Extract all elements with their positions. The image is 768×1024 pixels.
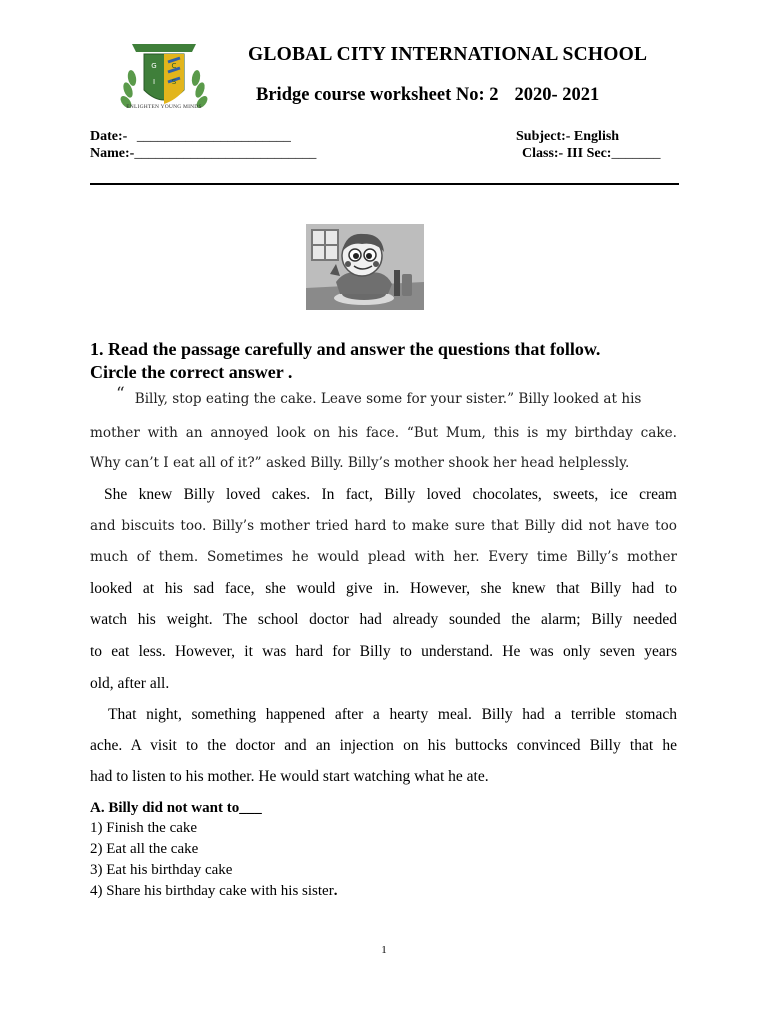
passage-line-8: watch his weight. The school doctor had already sounded the alarm; Billy needed bbox=[90, 611, 677, 628]
passage-line-5: and biscuits too. Billy’s mother tried hard to make sure that Billy did not have too bbox=[90, 518, 677, 534]
passage-line-1: “ Billy, stop eating the cake. Leave some for your sister.” Billy looked at his bbox=[116, 384, 642, 407]
question-a-label: A. Billy did not want to___ bbox=[90, 800, 262, 816]
name-label: Name:- bbox=[90, 146, 135, 161]
passage-line-11: That night, something happened after a hearty meal. Billy had a terrible stomach bbox=[108, 706, 677, 723]
subject-field: Subject:- English bbox=[516, 129, 620, 144]
option-1[interactable]: 1) Finish the cake bbox=[90, 820, 198, 836]
name-field bbox=[90, 146, 316, 162]
logo-letter-i: I bbox=[152, 78, 156, 86]
logo-caption: ENLIGHTEN YOUNG MINDS bbox=[126, 104, 202, 110]
logo-letter-c: C bbox=[171, 62, 177, 70]
question-heading-line-2: Circle the correct answer . bbox=[90, 362, 293, 382]
date-field bbox=[90, 129, 291, 145]
logo-letter-g: G bbox=[151, 62, 157, 70]
question-heading bbox=[90, 338, 690, 384]
worksheet-title-line bbox=[256, 85, 599, 106]
question-heading-line-1: 1. Read the passage carefully and answer the questions that follow. bbox=[90, 339, 601, 359]
option-2[interactable]: 2) Eat all the cake bbox=[90, 841, 199, 857]
option-4[interactable]: 4) Share his birthday cake with his sister. bbox=[90, 883, 338, 899]
date-blank[interactable]: ______________________ bbox=[136, 129, 291, 144]
passage-line-2: mother with an annoyed look on his face. “But Mum, this is my birthday cake. bbox=[90, 425, 677, 441]
passage-line-4: She knew Billy loved cakes. In fact, Billy loved chocolates, sweets, ice cream bbox=[104, 486, 677, 503]
logo-letter-s: S bbox=[171, 78, 177, 86]
option-3[interactable]: 3) Eat his birthday cake bbox=[90, 862, 233, 878]
worksheet-title: Bridge course worksheet No: 2 bbox=[256, 85, 499, 105]
section-blank[interactable]: _______ bbox=[611, 146, 661, 161]
date-label: Date:- bbox=[90, 129, 128, 144]
passage-line-13: had to listen to his mother. He would start watching what he ate. bbox=[90, 768, 489, 785]
header-divider bbox=[90, 183, 679, 185]
passage-line-3: Why can’t I eat all of it?” asked Billy. Billy’s mother shook her head helplessly. bbox=[90, 455, 630, 471]
passage-line-9: to eat less. However, it was hard for Billy to understand. He was only seven years bbox=[90, 643, 677, 660]
passage-line-12: ache. A visit to the doctor and an injection on his buttocks convinced Billy that he bbox=[90, 737, 677, 754]
option-4-text: 4) Share his birthday cake with his sister bbox=[90, 883, 334, 899]
name-blank[interactable]: __________________________ bbox=[134, 146, 317, 161]
passage-line-6: much of them. Sometimes he would plead with her. Every time Billy’s mother bbox=[90, 549, 677, 565]
class-field bbox=[522, 146, 660, 162]
school-name: GLOBAL CITY INTERNATIONAL SCHOOL bbox=[248, 44, 648, 65]
passage-line-10: old, after all. bbox=[90, 675, 170, 692]
boy-eating-cake-image bbox=[306, 224, 424, 310]
class-label: Class:- III Sec: bbox=[522, 146, 612, 161]
passage-line-7: looked at his sad face, she would give in. However, she knew that Billy had to bbox=[90, 580, 677, 597]
academic-year: 2020- 2021 bbox=[514, 85, 600, 105]
page-number: 1 bbox=[381, 944, 387, 956]
